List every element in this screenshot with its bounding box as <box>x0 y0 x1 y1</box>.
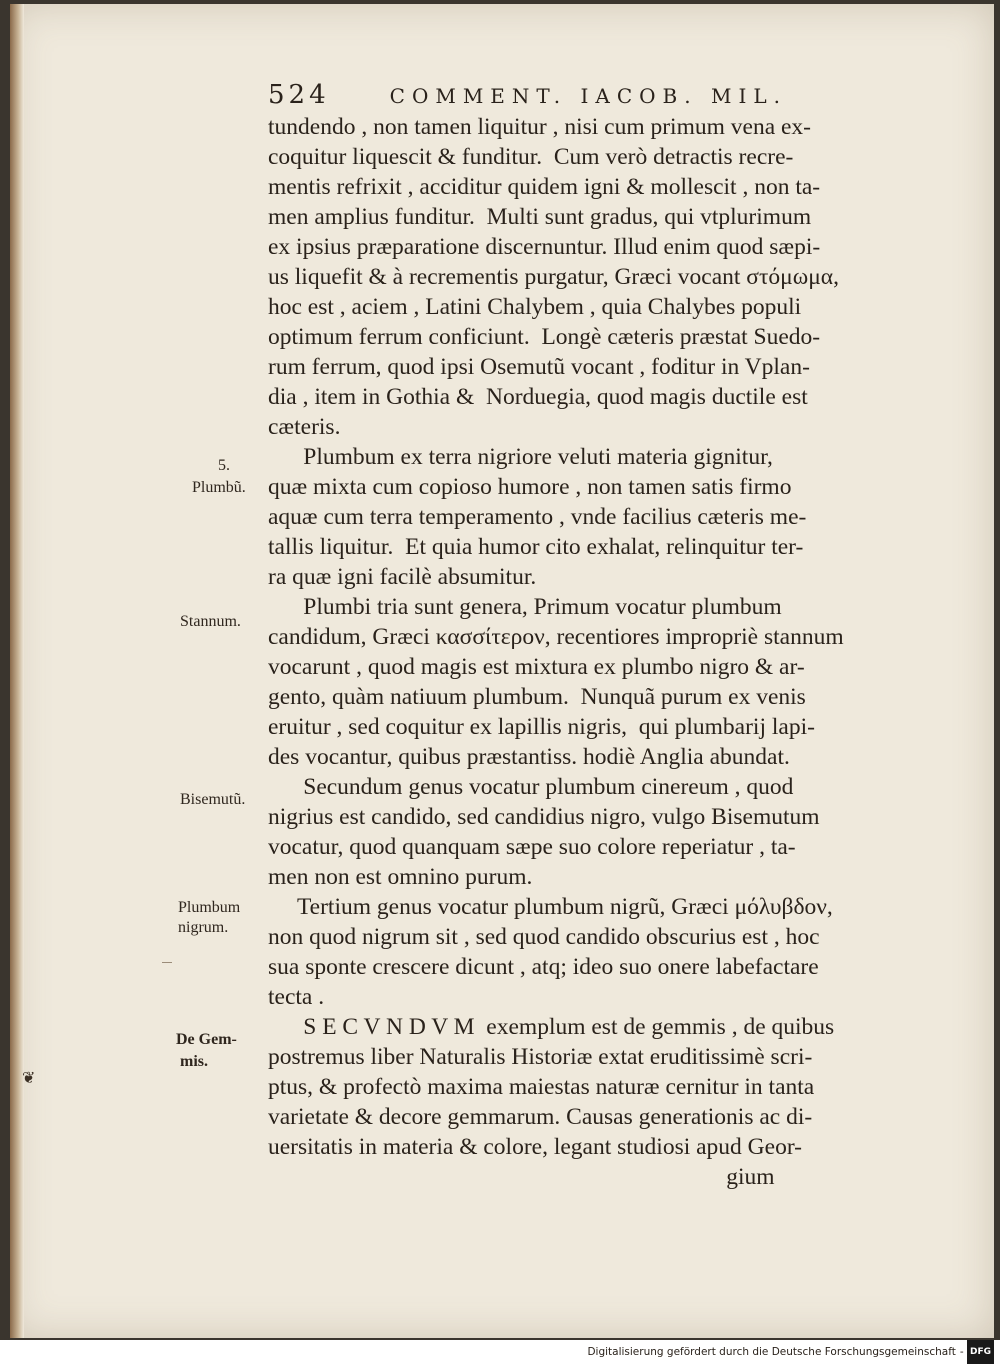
text-line: varietate & decore gemmarum. Causas generationis ac di- <box>268 1104 813 1130</box>
margin-note-de-gemmis-2: mis. <box>180 1053 208 1070</box>
margin-note-stannum: Stannum. <box>180 613 241 630</box>
text-line: ra quæ igni facilè absumitur. <box>268 564 537 590</box>
margin-note-plumbum-nigrum-2: nigrum. <box>178 919 229 936</box>
text-line: rum ferrum, quod ipsi Osemutũ vocant , foditur in Vplan- <box>268 354 810 380</box>
text-line: uersitatis in materia & colore, legant studiosi apud Geor- <box>268 1134 803 1160</box>
text-line: tallis liquitur. Et quia humor cito exhalat, relinquitur ter- <box>268 534 804 560</box>
text-line: tundendo , non tamen liquitur , nisi cum primum vena ex- <box>268 114 812 140</box>
text-line: sua sponte crescere dicunt , atq; ideo suo onere labefactare <box>268 954 819 980</box>
margin-note-de-gemmis-1: De Gem- <box>176 1031 237 1048</box>
text-line: des vocantur, quibus præstantiss. hodiè Anglia abundat. <box>268 744 790 770</box>
page-number: 524 <box>268 80 330 110</box>
ornament-icon: ❦ <box>22 1068 36 1087</box>
text-line: tecta . <box>268 984 325 1010</box>
text-block <box>268 112 916 1192</box>
text-line: mentis refrixit , acciditur quidem igni & mollescit , non ta- <box>268 174 821 200</box>
running-head <box>268 80 828 110</box>
text-line: optimum ferrum conficiunt. Longè cæteris præstat Suedo- <box>268 324 821 350</box>
margin-note-plumbum-nigrum-1: Plumbum <box>178 899 241 916</box>
text-line: candidum, Græci κασσίτερον, recentiores impropriè stannum <box>268 624 844 650</box>
text-line: coquitur liquescit & funditur. Cum verò detractis recre- <box>268 144 794 170</box>
text-line: vocatur, quod quanquam sæpe suo colore reperiatur , ta- <box>268 834 796 860</box>
text-line: postremus liber Naturalis Historiæ extat eruditissimè scri- <box>268 1044 813 1070</box>
text-line: eruitur , sed coquitur ex lapillis nigris, qui plumbarij lapi- <box>268 714 815 740</box>
text-line: ex ipsius præparatione discernuntur. Illud enim quod sæpi- <box>268 234 821 260</box>
text-line: vocarunt , quod magis est mixtura ex plumbo nigro & ar- <box>268 654 805 680</box>
text-line: hoc est , aciem , Latini Chalybem , quia Chalybes populi <box>268 294 802 320</box>
margin-mark <box>162 962 172 963</box>
text-line: men amplius funditur. Multi sunt gradus, qui vtplurimum <box>268 204 812 230</box>
text-line: Plumbi tria sunt genera, Primum vocatur plumbum <box>268 594 782 620</box>
margin-note-bisemutum: Bisemutũ. <box>180 791 246 808</box>
text-line: nigrius est candido, sed candidius nigro, vulgo Bisemutum <box>268 804 820 830</box>
text-line: ptus, & profectò maxima maiestas naturæ cernitur in tanta <box>268 1074 815 1100</box>
margin-note-number: 5. <box>218 457 230 474</box>
dfg-logo-icon: DFG <box>967 1340 994 1364</box>
text-line: Plumbum ex terra nigriore veluti materia gignitur, <box>268 444 773 470</box>
margin-note-plumbum: Plumbũ. <box>192 479 246 496</box>
text-line: gium <box>268 1164 775 1190</box>
text-line: aquæ cum terra temperamento , vnde facilius cæteris me- <box>268 504 807 530</box>
text-line: men non est omnino purum. <box>268 864 533 890</box>
text-line: cæteris. <box>268 414 341 440</box>
text-line: non quod nigrum sit , sed quod candido obscurius est , hoc <box>268 924 820 950</box>
text-line: quæ mixta cum copioso humore , non tamen satis firmo <box>268 474 792 500</box>
text-line: gento, quàm natiuum plumbum. Nunquã purum ex venis <box>268 684 806 710</box>
footer: Digitalisierung gefördert durch die Deutsche Forschungsgemeinschaft - DFG <box>0 1340 1000 1362</box>
text-line: S E C V N D V M exemplum est de gemmis , de quibus <box>268 1014 835 1040</box>
running-title: COMMENT. IACOB. MIL. <box>389 84 787 108</box>
text-line: Tertium genus vocatur plumbum nigrũ, Græci μόλυβδον, <box>268 894 833 920</box>
footer-text: Digitalisierung gefördert durch die Deutsche Forschungsgemeinschaft <box>587 1346 956 1358</box>
page-gutter <box>10 4 24 1338</box>
text-line: dia , item in Gothia & Norduegia, quod magis ductile est <box>268 384 808 410</box>
text-line: Secundum genus vocatur plumbum cinereum , quod <box>268 774 794 800</box>
text-line: us liquefit & à recrementis purgatur, Græci vocant στόμωμα, <box>268 264 839 290</box>
